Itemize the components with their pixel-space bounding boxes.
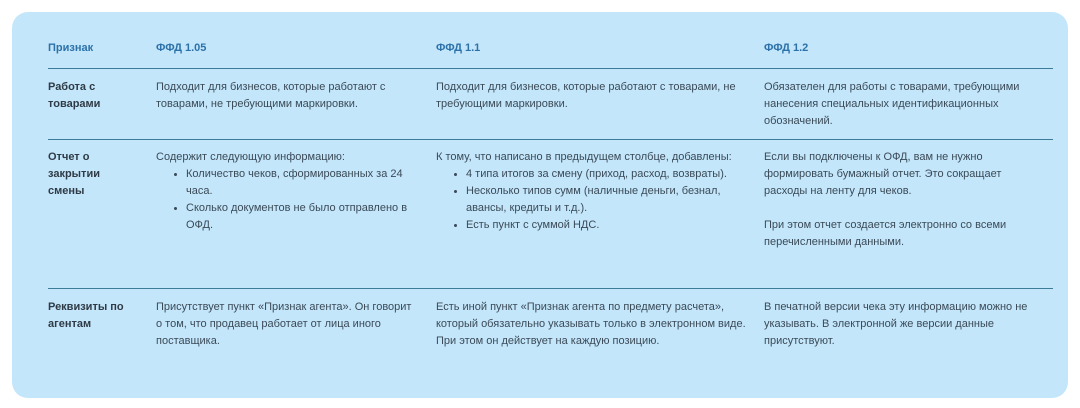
shift-ffd11-intro: К тому, что написано в предыдущем столбце, добавлены: xyxy=(436,151,732,163)
cell-agents-ffd12: В печатной версии чека эту информацию можно не указывать. В электронной же версии данные присутствуют. xyxy=(764,301,1028,347)
cell-goods-ffd105: Подходит для бизнесов, которые работают с товарами, не требующими маркировки. xyxy=(156,81,386,110)
list-item: • Есть пункт с суммой НДС. xyxy=(466,217,746,234)
cell-shift-ffd105 xyxy=(156,149,418,234)
cell-goods-ffd12: Обязателен для работы с товарами, требующими нанесения специальных идентификационных обозначений. xyxy=(764,81,1020,127)
header-ffd-12: ФФД 1.2 xyxy=(764,42,809,54)
ffd-comparison-table xyxy=(48,12,1053,389)
comparison-card xyxy=(12,12,1068,398)
list-item: • Несколько типов сумм (наличные деньги, безнал, авансы, кредиты и т.д.). xyxy=(466,183,746,217)
shift-ffd105-intro: Содержит следующую информацию: xyxy=(156,151,345,163)
row-label-shift-report: Отчет о закрытии смены xyxy=(48,151,100,197)
table-row-shift-report xyxy=(48,140,1053,289)
cell-goods-ffd11: Подходит для бизнесов, которые работают с товарами, не требующими маркировки. xyxy=(436,81,736,110)
shift-ffd11-list xyxy=(436,166,746,234)
table-header xyxy=(48,12,1053,69)
header-ffd-105: ФФД 1.05 xyxy=(156,42,207,54)
header-attribute: Признак xyxy=(48,42,94,54)
list-item: • 4 типа итогов за смену (приход, расход, возвраты). xyxy=(466,166,746,183)
header-ffd-11: ФФД 1.1 xyxy=(436,42,481,54)
shift-ffd12-para-2: При этом отчет создается электронно со всеми перечисленными данными. xyxy=(764,219,1007,248)
row-label-goods: Работа с товарами xyxy=(48,81,101,110)
row-label-agents: Реквизиты по агентам xyxy=(48,301,124,330)
table-row-goods xyxy=(48,69,1053,140)
list-item: • Количество чеков, сформированных за 24 часа. xyxy=(186,166,418,200)
table-row-agents xyxy=(48,289,1053,389)
cell-shift-ffd12 xyxy=(764,149,1034,251)
shift-ffd12-para-1: Если вы подключены к ОФД, вам не нужно формировать бумажный отчет. Это сокращает расходы на ленту для чеков. xyxy=(764,151,1002,197)
cell-shift-ffd11 xyxy=(436,149,746,234)
cell-agents-ffd105: Присутствует пункт «Признак агента». Он говорит о том, что продавец работает от лица иного поставщика. xyxy=(156,301,412,347)
cell-agents-ffd11: Есть иной пункт «Признак агента по предмету расчета», который обязательно указывать только в электронном виде. При этом он действует на каждую позицию. xyxy=(436,301,746,347)
shift-ffd105-list xyxy=(156,166,418,234)
list-item: • Сколько документов не было отправлено в ОФД. xyxy=(186,200,418,234)
